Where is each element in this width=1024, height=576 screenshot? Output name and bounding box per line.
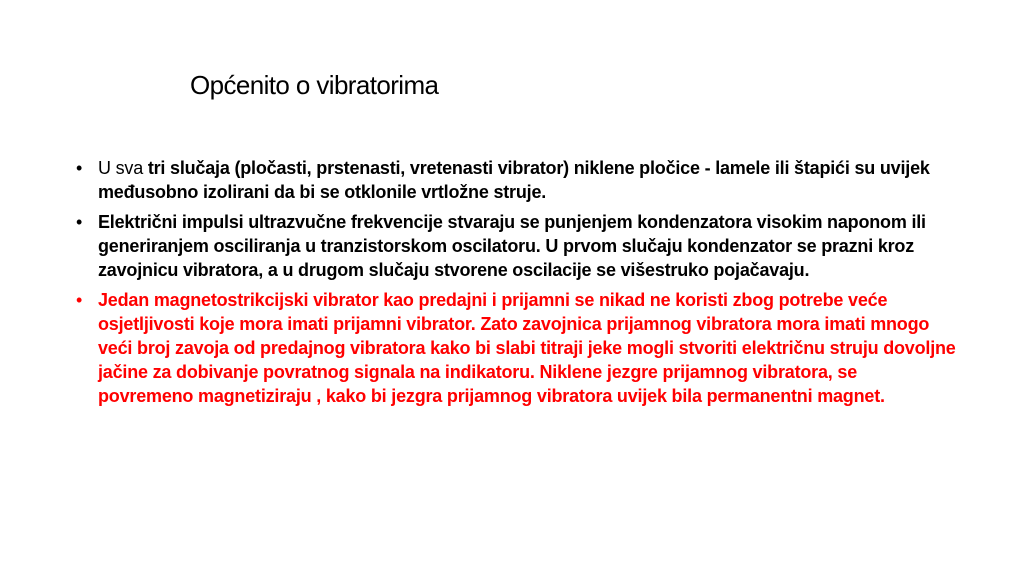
bullet-dot-icon: •: [76, 212, 83, 232]
bullet-item-3: [76, 288, 956, 408]
bullet-2-text: Električni impulsi ultrazvučne frekvencije stvaraju se punjenjem kondenzatora visokim naponom ili generiranjem osciliranja u tranzistorskom oscilatoru. U prvom slučaju kondenzator se prazni kroz zavojnicu vibratora, a u drugom slučaju stvorene oscilacije se višestruko pojačavaju.: [98, 212, 926, 280]
bullet-dot-icon: •: [76, 158, 83, 178]
bullet-dot-icon: •: [76, 290, 83, 310]
bullet-item-1: [76, 156, 956, 204]
bullet-list: [76, 156, 956, 414]
slide-title: Općenito o vibratorima: [190, 70, 439, 100]
bullet-1-prefix: U sva: [98, 158, 148, 178]
bullet-3-text: Jedan magnetostrikcijski vibrator kao predajni i prijamni se nikad ne koristi zbog potrebe veće osjetljivosti koje mora imati prijamni vibrator. Zato zavojnica prijamnog vibratora mora imati mnogo veći broj zavoja od predajnog vibratora kako bi slabi titraji jeke mogli stvoriti električnu struju dovoljne jačine za dobivanje povratnog signala na indikatoru. Niklene jezgre prijamnog vibratora, se povremeno magnetiziraju , kako bi jezgra prijamnog vibratora uvijek bila permanentni magnet.: [98, 290, 956, 406]
bullet-item-2: [76, 210, 956, 282]
bullet-1-text: tri slučaja (pločasti, prstenasti, vretenasti vibrator) niklene pločice - lamele ili štapići su uvijek međusobno izolirani da bi se otklonile vrtložne struje.: [98, 158, 930, 202]
